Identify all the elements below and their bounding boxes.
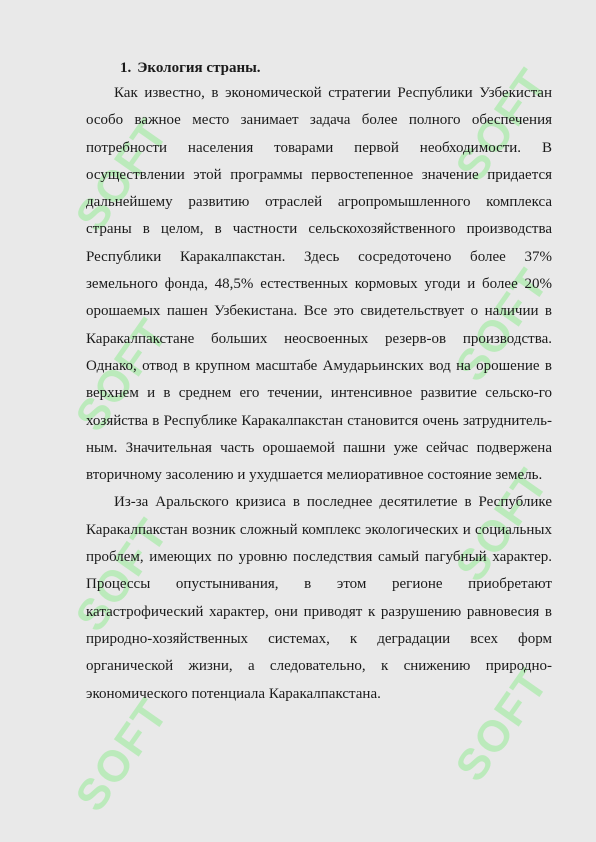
watermark: SOFT [66,689,179,821]
watermark: SOFT [446,459,559,591]
watermark: SOFT [446,259,559,391]
watermark: SOFT [66,109,179,241]
section-title: Экология страны. [137,60,261,76]
paragraph: Из-за Аральского кризиса в последнее десятилетие в Республике Каракалпакстан возник сложный комплекс экологических и социальных проблем, имеющих по уровню последствия самый пагубный характер. Процессы опустынивания, в этом регионе приобретают катастрофический характер, они приводят к разрушению равновесия в природно-хозяйственных системах, к деградации всех форм органической жизни, а следовательно, к снижению природно-экономического потенциала Каракалпакстана. [86,494,552,702]
section-heading [120,56,552,80]
paragraph: Как известно, в экономической стратегии Республики Узбекистан особо важное место занимает задача более полного обеспечения потребности населения товарами первой необходимости. В осуществлении этой программы первостепенное значение придается дальнейшему развитию отраслей агропромышленного комплекса страны в целом, в частности сельскохозяйственного производства Республики Каракалпакстан. Здесь сосредоточено более 37% земельного фонда, 48,5% естественных кормовых угоди и более 20% орошаемых пашен Узбекистана. Все это свидетельствует о наличии в Каракалпакстане больших неосвоенных резерв-ов производства. Однако, отвод в крупном масштабе Амударьинских вод на орошение в верхнем и в среднем его течении, интенсивное развитие сельско-го хозяйства в Республике Каракалпакстан становится очень затруднитель-ным. Значительная часть орошаемой пашни уже сейчас подвержена вторичному засолению и ухудшается мелиоративное состояние земель. [86,85,552,484]
watermark: SOFT [66,509,179,641]
watermark: SOFT [446,59,559,191]
watermark: SOFT [66,309,179,441]
section-number: 1. [120,60,132,76]
document-body [86,56,552,708]
watermark: SOFT [446,659,559,791]
